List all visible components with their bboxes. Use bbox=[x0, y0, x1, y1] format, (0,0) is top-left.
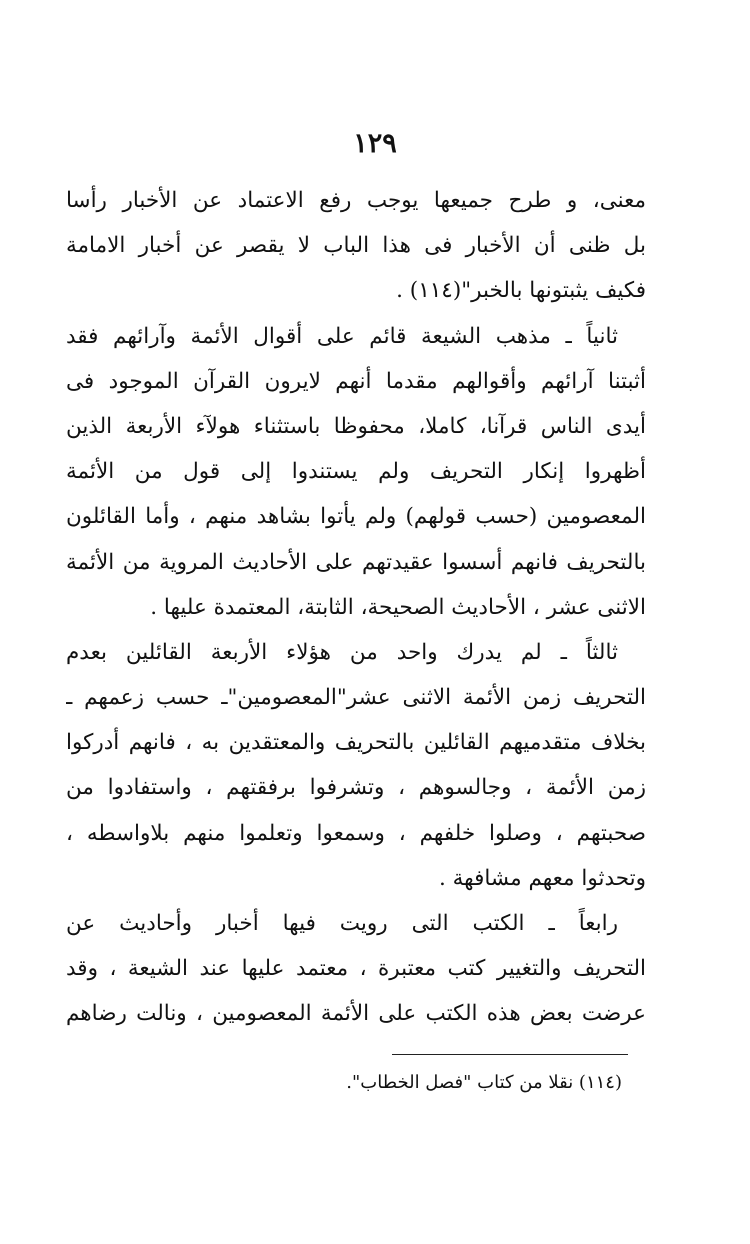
text-line: صحبتهم ، وصلوا خلفهم ، وسمعوا وتعلموا منهم بلاواسطه ، bbox=[66, 820, 646, 846]
text-line: رابعاً ـ الكتب التى رويت فيها أخبار وأحاديث عن bbox=[66, 911, 618, 936]
text-line: التحريف والتغيير كتب معتبرة ، معتمد عليها عند الشيعة ، وقد bbox=[66, 956, 646, 982]
page-number: ١٢٩ bbox=[353, 128, 397, 159]
text-line: المعصومين (حسب قولهم) ولم يأتوا بشاهد منهم ، وأما القائلون bbox=[66, 504, 646, 530]
text-line: بالتحريف فانهم أسسوا عقيدتهم على الأحاديث المروية من الأئمة bbox=[66, 549, 646, 575]
text-line: بل ظنى أن الأخبار فى هذا الباب لا يقصر عن أخبار الامامة bbox=[66, 233, 646, 259]
text-line: أيدى الناس قرآنا، كاملا، محفوظا باستثناء هولآء الأربعة الذين bbox=[66, 413, 646, 439]
footnote: (١١٤) نقلا من كتاب "فصل الخطاب". bbox=[346, 1072, 622, 1093]
text-line: ثالثاً ـ لم يدرك واحد من هؤلاء الأربعة القائلين بعدم bbox=[66, 639, 618, 665]
footnote-divider bbox=[392, 1054, 628, 1055]
body-text bbox=[66, 178, 646, 1037]
text-line: وتحدثوا معهم مشافهة . bbox=[438, 865, 646, 891]
text-line: زمن الأئمة ، وجالسوهم ، وتشرفوا برفقتهم ، واستفادوا من bbox=[66, 775, 646, 801]
text-line: التحريف زمن الأئمة الاثنى عشر"المعصومين"ـ حسب زعمهم ـ bbox=[66, 685, 646, 711]
text-line: فكيف يثبتونها بالخبر"(١١٤) . bbox=[396, 278, 646, 304]
text-line: ثانياً ـ مذهب الشيعة قائم على أقوال الأئمة وآرائهم فقد bbox=[66, 323, 618, 349]
text-line: عرضت بعض هذه الكتب على الأئمة المعصومين ، ونالت رضاهم bbox=[66, 1001, 646, 1027]
text-line: الاثنى عشر ، الأحاديث الصحيحة، الثابتة، المعتمدة عليها . bbox=[150, 594, 646, 620]
text-line: بخلاف متقدميهم القائلين بالتحريف والمعتقدين به ، فانهم أدركوا bbox=[66, 730, 646, 756]
text-line: أثبتنا آرائهم وأقوالهم مقدما أنهم لايرون القرآن الموجود فى bbox=[66, 368, 646, 394]
text-line: معنى، و طرح جميعها يوجب رفع الاعتماد عن الأخبار رأسا bbox=[66, 188, 646, 213]
text-line: أظهروا إنكار التحريف ولم يستندوا إلى قول من الأئمة bbox=[66, 459, 646, 485]
